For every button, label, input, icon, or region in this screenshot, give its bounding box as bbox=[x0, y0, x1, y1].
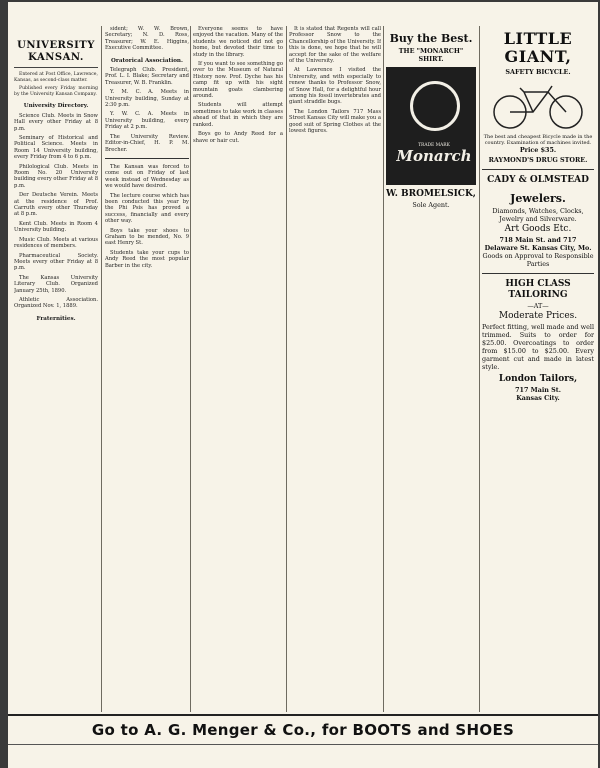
jewelers-ad bbox=[482, 175, 594, 268]
c1-line-9: Pharmaceutical Society. Meets every other Friday at 8 p.m. bbox=[14, 252, 98, 272]
ad-role: Sole Agent. bbox=[412, 201, 450, 209]
c4-line-0: It is stated that Regents will call Professor Snow to the Chancellorship of the University. If this is done, we hope that he will accept for the sake of the welfare of the University. bbox=[289, 26, 381, 65]
tailoring-address: 717 Main St. bbox=[515, 386, 561, 394]
newspaper-page bbox=[8, 2, 598, 768]
column-2 bbox=[105, 26, 189, 712]
jewelers-art: Art Goods Etc. bbox=[504, 224, 572, 234]
bicycle-price: Price $35. bbox=[519, 146, 557, 154]
column-rule bbox=[190, 26, 191, 712]
bottom-banner: Go to A. G. Menger & Co., for BOOTS and SHOES bbox=[8, 714, 598, 745]
column-rule bbox=[286, 26, 287, 712]
column-rule bbox=[383, 26, 384, 712]
c1-line-3: Science Club. Meets in Snow Hall every other Friday at 8 p.m. bbox=[14, 112, 98, 132]
c2-line-6: The Kansan was forced to come out on Friday of last week instead of Wednesday as we would have desired. bbox=[105, 163, 189, 190]
bicycle-title: LITTLE GIANT, bbox=[503, 29, 573, 66]
section-directory: University Directory. bbox=[23, 103, 89, 110]
tailoring-lines: Perfect fitting, well made and well trimmed. Suits to order for $25.00. Overcoatings to order from $15.00 to $25.00. Every garment cut and made in latest style. bbox=[482, 323, 594, 371]
monarch-shirt-ad bbox=[386, 32, 476, 209]
tailoring-firm: London Tailors, bbox=[498, 374, 578, 384]
divider bbox=[105, 158, 189, 159]
tailoring-prices: Moderate Prices. bbox=[498, 311, 578, 321]
c1-line-1: Published every Friday morning by the University Kansan Company. bbox=[14, 86, 98, 97]
column-3 bbox=[193, 26, 283, 712]
column-rule bbox=[479, 26, 480, 712]
ad-subtitle: THE "MONARCH" SHIRT. bbox=[398, 47, 464, 63]
ad-seller: W. BROMELSICK, bbox=[386, 189, 476, 199]
column-6 bbox=[482, 26, 594, 712]
jewelers-address: 718 Main St. and 717 Delaware St. Kansas City, Mo. bbox=[484, 236, 592, 252]
logo-ring-icon bbox=[410, 81, 460, 131]
c3-line-0: Everyone seems to have enjoyed the vacation. Many of the students we noticed did not go home, but devoted their time to study in the library. bbox=[193, 26, 283, 58]
c3-line-1: If you want to see something go over to the Museum of Natural History now. Prof. Dyche has his camp fit up with his sight mountain goats clambering around. bbox=[193, 61, 283, 100]
c1-line-6: Der Deutsche Verein. Meets at the residence of Prof. Carruth every other Thursday at 8 p.m. bbox=[14, 192, 98, 218]
tailoring-city: Kansas City. bbox=[516, 394, 560, 402]
c1-line-5: Philological Club. Meets in Room No. 20 University building every other Friday at 8 p.m. bbox=[14, 163, 98, 189]
jewelers-subtitle: Jewelers. bbox=[510, 192, 566, 205]
section-oratorical: Oratorical Association. bbox=[111, 57, 183, 64]
c3-line-3: Boys go to Andy Reed for a shave or hair cut. bbox=[193, 131, 283, 144]
c2-line-8: Boys take your shoes to Graham to be mended, No. 9 east Henry St. bbox=[105, 227, 189, 247]
column-1 bbox=[14, 26, 98, 712]
c2-line-9: Students take your cups to Andy Reed the most popular Barber in the city. bbox=[105, 249, 189, 269]
c1-line-10: The Kansas University Literary Club. Organized January 25th, 1890. bbox=[14, 274, 98, 294]
column-rule bbox=[101, 26, 102, 712]
tailoring-title: HIGH CLASS TAILORING bbox=[505, 279, 571, 300]
divider bbox=[482, 169, 594, 170]
c1-line-4: Seminary of Historical and Political Science. Meets in Room 14 University building, every Friday from 4 to 6 p.m. bbox=[14, 135, 98, 161]
c1-line-7: Kent Club. Meets in Room 4 University building. bbox=[14, 220, 98, 234]
c3-line-2: Students will attempt sometimes to take work in classes ahead of that in which they are ranked. bbox=[193, 102, 283, 128]
bicycle-ad bbox=[482, 30, 594, 164]
masthead: UNIVERSITY KANSAN. bbox=[14, 40, 98, 68]
c2-line-4: Y. W. C. A. Meets in University building, every Friday at 2 p.m. bbox=[105, 111, 189, 131]
jewelers-title: CADY & OLMSTEAD bbox=[487, 175, 589, 185]
monarch-logo bbox=[386, 67, 476, 185]
bicycle-subtitle: SAFETY BICYCLE. bbox=[505, 68, 571, 76]
column-4 bbox=[289, 26, 381, 712]
c4-line-2: The London Tailors 717 Mass Street Kansas City will make you a good suit of Spring Clothes at the lowest figures. bbox=[289, 108, 381, 135]
jewelers-items: Diamonds, Watches, Clocks, Jewelry and Silverware. bbox=[492, 207, 584, 223]
c2-line-5: The University Review. Editor-in-Chief, H. P. M. Brecher. bbox=[105, 133, 189, 153]
column-5 bbox=[386, 26, 476, 712]
c4-line-1: At Lawrence I visited the University, and with especially to renew thanks to Professor Snow, of Snow Hall, for a delightful hour among his fossil invertebrates and giant straddle bugs. bbox=[289, 67, 381, 106]
c2-line-0: sident; W. W. Brown, Secretary; N. D. Ross, Treasurer; W. E. Higgins, Executive Committee. bbox=[105, 26, 189, 52]
c2-line-2: Telegraph Club. President, Prof. L. I. Blake; Secretary and Treasurer, W. B. Franklin. bbox=[105, 67, 189, 86]
bicycle-desc: The best and cheapest Bicycle made in the country. Examination of machines invited. bbox=[483, 134, 593, 146]
section-fraternities: Fraternities. bbox=[36, 315, 76, 322]
c2-line-7: The lecture course which has been conducted this year by the Phi Psis has proved a success, financially and every other way. bbox=[105, 192, 189, 225]
c1-line-8: Music Club. Meets at various residences of members. bbox=[14, 236, 98, 250]
c2-line-3: Y. M. C. A. Meets in University building, Sunday at 2:30 p.m. bbox=[105, 89, 189, 109]
trade-mark: TRADE MARK bbox=[418, 143, 450, 148]
ad-title: Buy the Best. bbox=[389, 32, 473, 45]
tailoring-ad bbox=[482, 279, 594, 402]
c1-line-0: Entered at Post Office, Lawrence, Kansas, as second-class matter. bbox=[14, 72, 98, 83]
c1-line-11: Athletic Association. Organized Nov. 1, 1889. bbox=[14, 296, 98, 310]
bicycle-icon bbox=[488, 80, 588, 130]
divider bbox=[482, 273, 594, 274]
jewelers-note: Goods on Approval to Responsible Parties bbox=[482, 252, 594, 268]
tailoring-at: —AT— bbox=[527, 302, 549, 310]
drug-store: RAYMOND'S DRUG STORE. bbox=[488, 156, 588, 164]
logo-text: Monarch bbox=[396, 147, 472, 165]
